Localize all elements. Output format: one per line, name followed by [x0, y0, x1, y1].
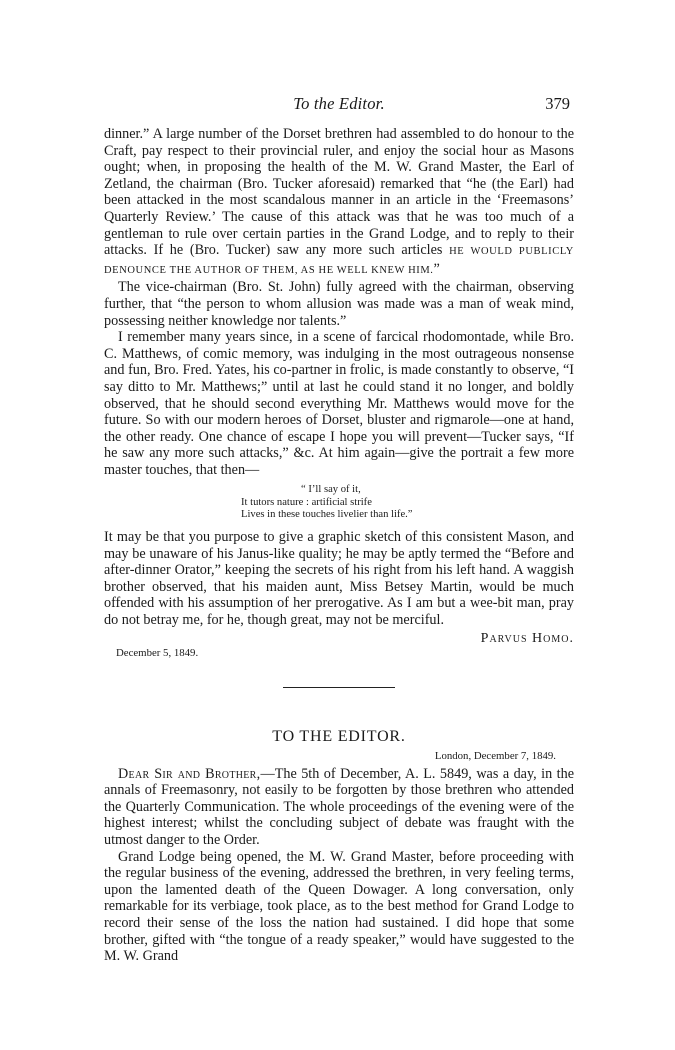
running-head-title: To the Editor. [293, 94, 385, 113]
book-page [104, 94, 574, 965]
closing-quote: ” [433, 260, 440, 277]
verse-quotation [104, 484, 574, 521]
letter-one-date: December 5, 1849. [116, 646, 199, 659]
verse-line-2: It tutors nature : artificial strife [241, 496, 372, 508]
letter-two [104, 728, 574, 965]
section-divider [283, 687, 395, 688]
letter-two-heading: TO THE EDITOR. [272, 727, 406, 745]
running-head [104, 94, 574, 116]
letter-one [104, 126, 574, 659]
small-caps-quote: HE WOULD PUBLICLY DENOUNCE THE AUTHOR OF THEM, AS HE WELL KNEW HIM. [104, 246, 574, 276]
letter-two-dateline: London, December 7, 1849. [434, 749, 556, 762]
letter-two-paragraph-2: Grand Lodge being opened, the M. W. Grand Master, before proceeding with the regular business of the evening, addressed the brethren, in very feeling terms, upon the lamented death of the Queen Dowager. A long conversation, only remarkable for its verbiage, took place, as to the best method for Grand Lodge to record their sense of the loss the nation had sustained. I did hope that some brother, gifted with “the tongue of a ready speaker,” would have suggested to the M. W. Grand [104, 848, 574, 965]
salutation: Dear Sir and Brother, [118, 765, 261, 782]
verse-line-3: Lives in these touches livelier than life.” [241, 508, 413, 520]
page-number: 379 [545, 94, 570, 113]
letter-two-paragraph-1 [104, 766, 574, 849]
paragraph-text: —The 5th of December, A. L. 5849, was a day, in the annals of Freemasonry, not easily to be forgotten by those brethren who attended the Quarterly Communication. The whole proceedings of the evening were of the highest interest; whilst the concluding subject of debate was fraught with the utmost danger to the Order. [104, 765, 574, 849]
verse-line-1: “ I’ll say of it, [301, 484, 361, 496]
letter-one-paragraph-4: It may be that you purpose to give a graphic sketch of this consistent Mason, and may be unaware of his Janus-like quality; he may be aptly termed the “Before and after-dinner Orator,” keeping the secrets of his right from his left hand. A waggish brother observed, that his maiden aunt, Miss Betsey Martin, would be much offended with his assumption of her prerogative. As I am but a wee-bit man, pray do not betray me, for he, though great, may not be merciful. [104, 529, 574, 629]
letter-one-paragraph-3: I remember many years since, in a scene of farcical rhodomontade, while Bro. C. Matthews, of comic memory, was indulging in the most outrageous nonsense and fun, Bro. Fred. Yates, his co-partner in frolic, is made constantly to observe, “I say ditto to Mr. Matthews;” until at last he could stand it no longer, and boldly observed, that he should second everything Mr. Matthews would move for the future. So with our modern heroes of Dorset, bluster and rigmarole—one at hand, the other ready. One chance of escape I hope you will prevent—Tucker says, “If he saw any more such attacks,” &c. At him again—give the portrait a few more master touches, that then— [104, 329, 574, 478]
paragraph-text: dinner.” A large number of the Dorset brethren had assembled to do honour to the Craft, pay respect to their provincial ruler, and enjoy the social hour as Masons ought; when, in proposing the health of the M. W. Grand Master, the Earl of Zetland, the chairman (Bro. Tucker aforesaid) remarked that “he (the Earl) had been attacked in the most scandalous manner in an article in the ‘Freemasons’ Quarterly Review.’ The cause of this attack was that he was too much of a gentleman to rule over certain parties in the Grand Lodge, and to reply to their attacks. If he (Bro. Tucker) saw any more such articles [104, 126, 574, 259]
signature: Parvus Homo. [480, 630, 574, 646]
letter-one-paragraph-1 [104, 126, 574, 279]
letter-one-paragraph-2: The vice-chairman (Bro. St. John) fully agreed with the chairman, observing further, that “the person to whom allusion was made was a man of weak mind, possessing neither knowledge nor talents.” [104, 279, 574, 329]
